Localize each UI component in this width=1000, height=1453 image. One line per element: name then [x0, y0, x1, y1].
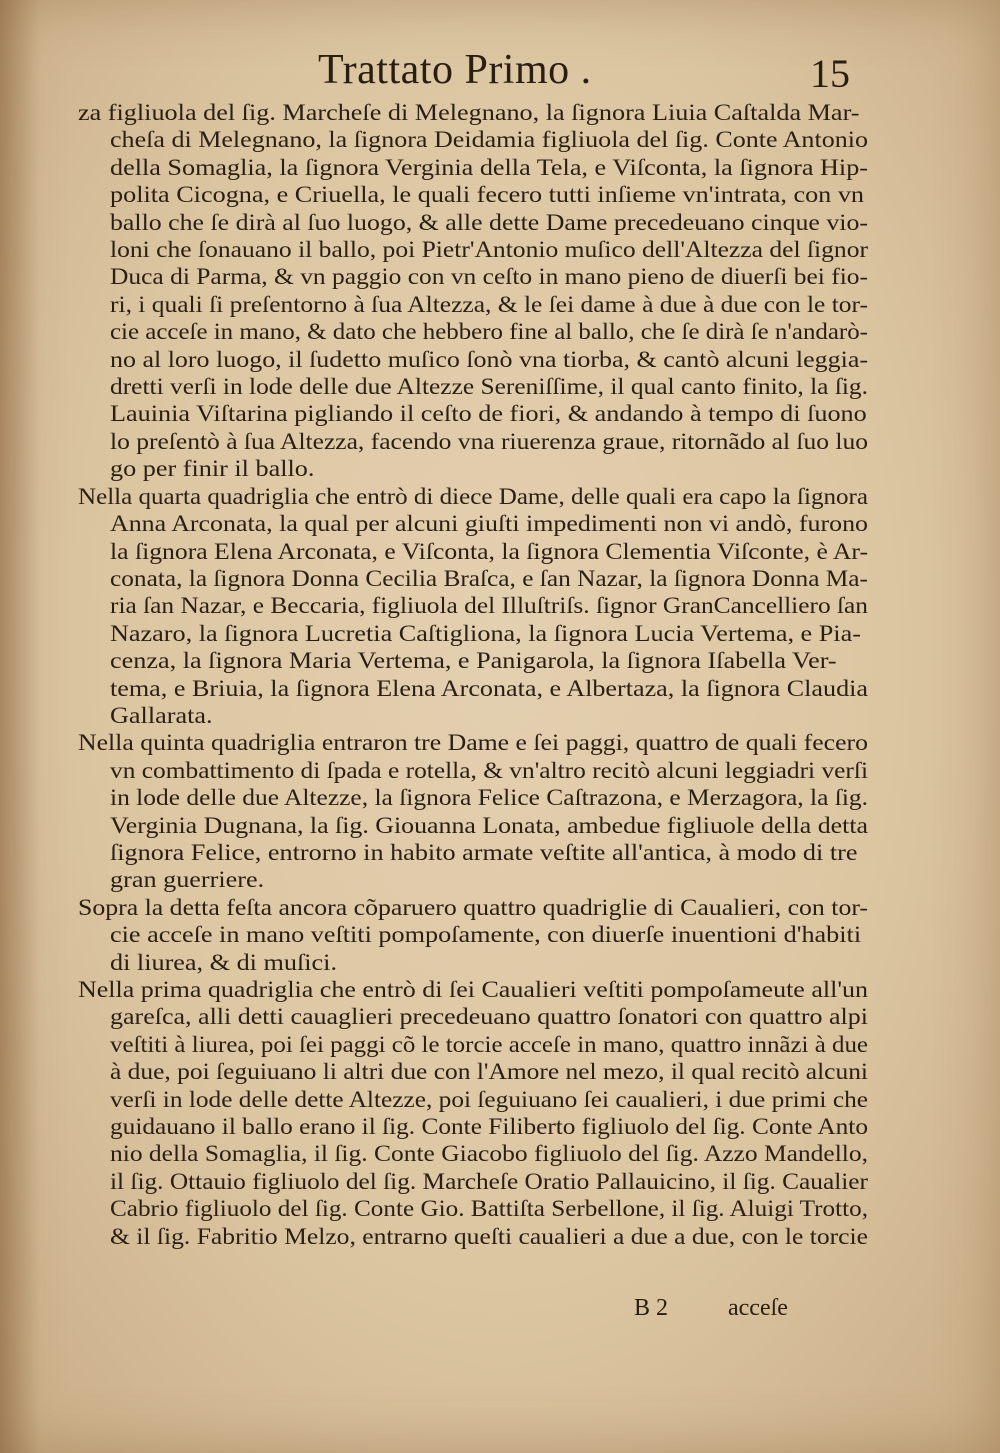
text-line: go per finir il ballo.: [110, 456, 315, 483]
text-line: Gallarata.: [110, 702, 213, 729]
folio-number: 15: [810, 51, 850, 96]
text-line: in lode delle due Altezze, la ſignora Felice Caſtrazona, e Merzagora, la ſig.: [110, 785, 869, 812]
text-line: za figliuola del ſig. Marcheſe di Melegnano, la ſignora Liuia Caſtalda Mar-: [78, 100, 860, 126]
text-line: ballo che ſe dirà al ſuo luogo, & alle dette Dame precedeuano cinque vio-: [110, 209, 868, 236]
text-line: Cabrio figliuolo del ſig. Conte Gio. Battiſta Serbellone, il ſig. Aluigi Trotto,: [110, 1196, 868, 1223]
text-line: ri, i quali ſi preſentorno à ſua Altezza, & le ſei dame à due à due con le tor-: [110, 291, 868, 318]
text-line: Duca di Parma, & vn paggio con vn ceſto in mano pieno de diuerſi bei fio-: [110, 264, 868, 291]
running-head: [0, 46, 1000, 106]
text-line: cie acceſe in mano veſtiti pompoſamente, con diuerſe inuentioni d'habiti: [110, 922, 862, 949]
text-line: Nella quinta quadriglia entraron tre Dame e ſei paggi, quattro de quali fecero: [78, 730, 868, 757]
paragraph-4: [78, 895, 868, 977]
paragraph-5: [78, 977, 868, 1251]
body-text: [78, 100, 868, 1251]
paragraph-1: [78, 100, 868, 484]
text-line: à due, poi ſeguiuano li altri due con l'Amore nel mezo, il qual recitò alcuni: [110, 1059, 869, 1086]
text-line: cenza, la ſignora Maria Vertema, e Panigarola, la ſignora Iſabella Ver-: [110, 648, 837, 675]
text-line: verſi in lode delle dette Altezze, poi ſeguiuano ſei caualieri, i due primi che: [110, 1086, 868, 1113]
text-line: gran guerriere.: [110, 867, 265, 894]
paragraph-3: [78, 730, 868, 894]
text-line: cheſa di Melegnano, la ſignora Deidamia figliuola del ſig. Conte Antonio: [110, 127, 868, 154]
text-line: gareſca, alli detti cauaglieri precedeuano quattro ſonatori con quattro alpi: [110, 1004, 868, 1031]
text-line: Nazaro, la ſignora Lucretia Caſtigliona, la ſignora Lucia Vertema, e Pia-: [110, 620, 861, 647]
text-line: vn combattimento di ſpada e rotella, & vn'altro recitò alcuni leggiadri verſi: [110, 757, 868, 784]
running-title: Trattato Primo .: [318, 47, 592, 93]
page-footer: [0, 1295, 1000, 1331]
text-line: nio della Somaglia, il ſig. Conte Giacobo figliuolo del ſig. Azzo Mandello,: [110, 1141, 869, 1168]
text-line: dretti verſi in lode delle due Altezze Sereniſſime, il qual canto finito, la ſig.: [110, 374, 868, 401]
text-line: cie acceſe in mano, & dato che hebbero fine al ballo, che ſe dirà ſe n'andarò-: [110, 319, 868, 346]
text-line: polita Cicogna, e Criuella, le quali fecero tutti inſieme vn'intrata, con vn: [110, 182, 865, 209]
text-line: tema, e Briuia, la ſignora Elena Arconata, e Albertaza, la ſignora Claudia: [110, 675, 868, 702]
text-line: guidauano il ballo erano il ſig. Conte Filiberto figliuolo del ſig. Conte Anto: [110, 1114, 869, 1141]
text-line: ſignora Felice, entrorno in habito armate veſtite all'antica, à modo di tre: [110, 839, 858, 866]
text-line: Nella quarta quadriglia che entrò di diece Dame, delle quali era capo la ſignora: [78, 483, 868, 510]
text-line: veſtiti à liurea, poi ſei paggi cõ le torcie acceſe in mano, quattro innãzi à due: [110, 1031, 868, 1058]
text-line: & il ſig. Fabritio Melzo, entrarno queſti caualieri a due a due, con le torcie: [110, 1223, 869, 1250]
text-line: di liurea, & di muſici.: [110, 949, 338, 976]
text-line: Nella prima quadriglia che entrò di ſei Caualieri veſtiti pompoſameute all'un: [78, 977, 868, 1003]
text-line: ria ſan Nazar, e Beccaria, figliuola del Illuſtriſs. ſignor GranCancelliero ſan: [110, 593, 868, 620]
paragraph-2: [78, 484, 868, 731]
text-line: no al loro luogo, il ſudetto muſico ſonò vna tiorba, & cantò alcuni leggia-: [110, 346, 868, 373]
text-line: Verginia Dugnana, la ſig. Giouanna Lonata, ambedue figliuole della detta: [110, 812, 868, 839]
catchword: acceſe: [728, 1295, 788, 1321]
text-line: della Somaglia, la ſignora Verginia della Tela, e Viſconta, la ſignora Hip-: [110, 154, 868, 181]
text-line: Anna Arconata, la qual per alcuni giuſti impedimenti non vi andò, furono: [110, 511, 868, 538]
text-line: la ſignora Elena Arconata, e Viſconta, la ſignora Clementia Viſconte, è Ar-: [110, 538, 868, 565]
text-line: loni che ſonauano il ballo, poi Pietr'Antonio muſico dell'Altezza del ſignor: [110, 237, 868, 264]
text-line: Lauinia Viſtarina pigliando il ceſto de fiori, & andando à tempo di ſuono: [110, 401, 867, 428]
text-line: lo preſentò à ſua Altezza, facendo vna riuerenza graue, ritornãdo al ſuo luo: [110, 428, 868, 455]
text-line: Sopra la detta feſta ancora cõparuero quattro quadriglie di Caualieri, con tor-: [78, 894, 868, 921]
text-line: il ſig. Ottauio figliuolo del ſig. Marcheſe Oratio Pallauicino, il ſig. Caualier: [110, 1168, 868, 1195]
signature-mark: B 2: [634, 1295, 669, 1321]
text-line: conata, la ſignora Donna Cecilia Braſca, e ſan Nazar, la ſignora Donna Ma-: [110, 565, 868, 592]
